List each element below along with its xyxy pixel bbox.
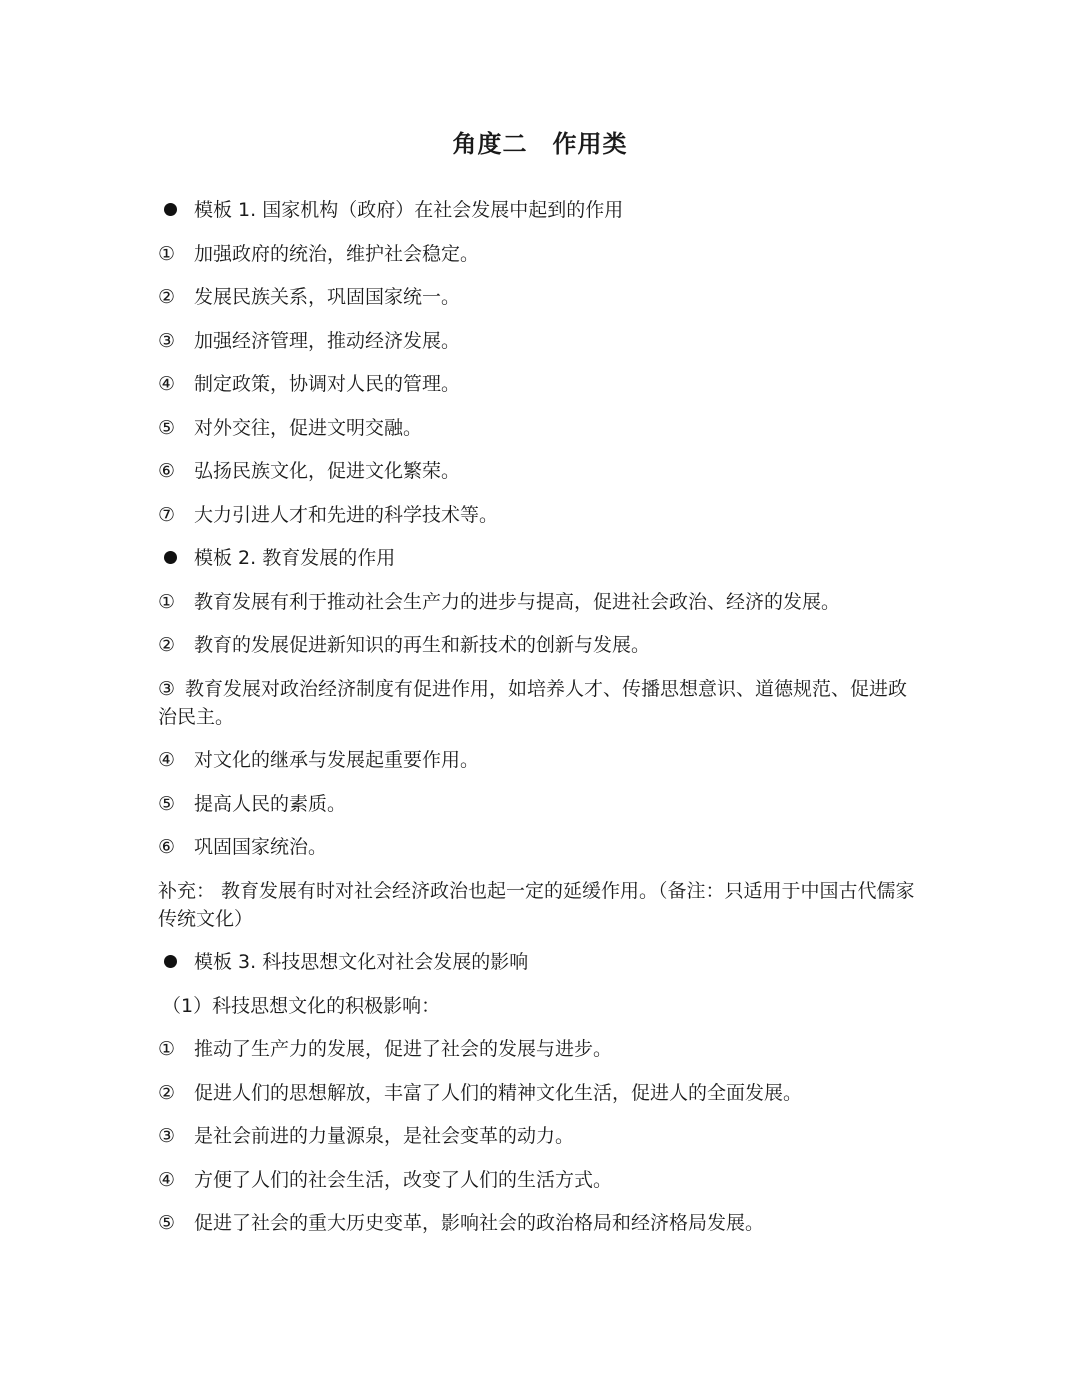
- item-number: ⑥: [158, 460, 176, 482]
- item-number: ③: [158, 677, 176, 700]
- section-heading: [158, 544, 918, 572]
- list-item: [158, 1166, 918, 1194]
- list-item: [158, 240, 918, 268]
- list-item: [158, 790, 918, 818]
- item-text: 促进了社会的重大历史变革，影响社会的政治格局和经济格局发展。: [194, 1212, 765, 1234]
- item-number: ①: [158, 590, 176, 613]
- list-item: [158, 414, 918, 442]
- list-item: [158, 283, 918, 311]
- bullet-icon: [158, 544, 194, 572]
- list-item: [158, 631, 918, 659]
- item-number: ⑦: [158, 503, 176, 526]
- bullet-icon: [158, 196, 194, 224]
- subsection-heading: （1）科技思想文化的积极影响：: [162, 994, 441, 1017]
- item-text: 大力引进人才和先进的科学技术等。: [194, 503, 499, 526]
- item-number: ④: [158, 749, 176, 771]
- item-text: 促进人们的思想解放，丰富了人们的精神文化生活，促进人的全面发展。: [194, 1081, 803, 1104]
- section-heading: [158, 196, 918, 224]
- list-item: [158, 370, 918, 398]
- item-number: ②: [158, 634, 176, 656]
- item-number: ③: [158, 329, 176, 352]
- section-heading: [158, 948, 918, 976]
- list-item: [158, 1122, 918, 1150]
- item-text: 推动了生产力的发展，促进了社会的发展与进步。: [194, 1038, 613, 1060]
- list-item: [158, 1035, 918, 1063]
- item-number: ⑤: [158, 1212, 176, 1234]
- item-text: 对文化的继承与发展起重要作用。: [194, 749, 480, 771]
- bullet-icon: [158, 948, 194, 976]
- item-text: 弘扬民族文化，促进文化繁荣。: [194, 460, 461, 482]
- list-item: [158, 588, 918, 616]
- item-text: 加强经济管理，推动经济发展。: [194, 329, 461, 352]
- list-item: [158, 457, 918, 485]
- item-number: ⑥: [158, 836, 176, 858]
- item-text: 加强政府的统治，维护社会稳定。: [194, 242, 480, 265]
- list-item: [158, 1079, 918, 1107]
- item-number: ④: [158, 373, 176, 395]
- supplement-note: 补充： 教育发展有时对社会经济政治也起一定的延缓作用。（备注：只适用于中国古代儒家传统文化）: [158, 879, 915, 930]
- item-text: 巩固国家统治。: [194, 836, 328, 858]
- section-heading-text: 模板 1. 国家机构（政府）在社会发展中起到的作用: [194, 199, 624, 221]
- item-number: ②: [158, 286, 176, 308]
- section-heading-text: 模板 2. 教育发展的作用: [194, 547, 396, 569]
- item-text: 教育发展对政治经济制度有促进作用，如培养人才、传播思想意识、道德规范、促进政治民主。: [158, 677, 908, 728]
- list-item: [158, 833, 918, 861]
- list-item: [158, 746, 918, 774]
- list-item: [158, 501, 918, 529]
- item-number: ⑤: [158, 416, 176, 439]
- item-text: 教育的发展促进新知识的再生和新技术的创新与发展。: [194, 634, 651, 656]
- item-text: 提高人民的素质。: [194, 792, 347, 815]
- item-number: ④: [158, 1168, 176, 1191]
- item-number: ③: [158, 1125, 176, 1147]
- section-heading-text: 模板 3. 科技思想文化对社会发展的影响: [194, 951, 529, 973]
- item-text: 方便了人们的社会生活，改变了人们的生活方式。: [194, 1168, 613, 1191]
- list-item: [158, 675, 918, 731]
- item-text: 发展民族关系，巩固国家统一。: [194, 286, 461, 308]
- item-number: ①: [158, 1038, 176, 1060]
- document-body: [158, 196, 918, 1253]
- item-text: 是社会前进的力量源泉，是社会变革的动力。: [194, 1125, 575, 1147]
- page-title: 角度二 作用类: [452, 130, 628, 158]
- list-item: [158, 1209, 918, 1237]
- list-item: [158, 327, 918, 355]
- item-number: ②: [158, 1081, 176, 1104]
- item-number: ⑤: [158, 792, 176, 815]
- item-text: 教育发展有利于推动社会生产力的进步与提高，促进社会政治、经济的发展。: [194, 590, 841, 613]
- item-text: 制定政策，协调对人民的管理。: [194, 373, 461, 395]
- item-number: ①: [158, 242, 176, 265]
- item-text: 对外交往，促进文明交融。: [194, 416, 423, 439]
